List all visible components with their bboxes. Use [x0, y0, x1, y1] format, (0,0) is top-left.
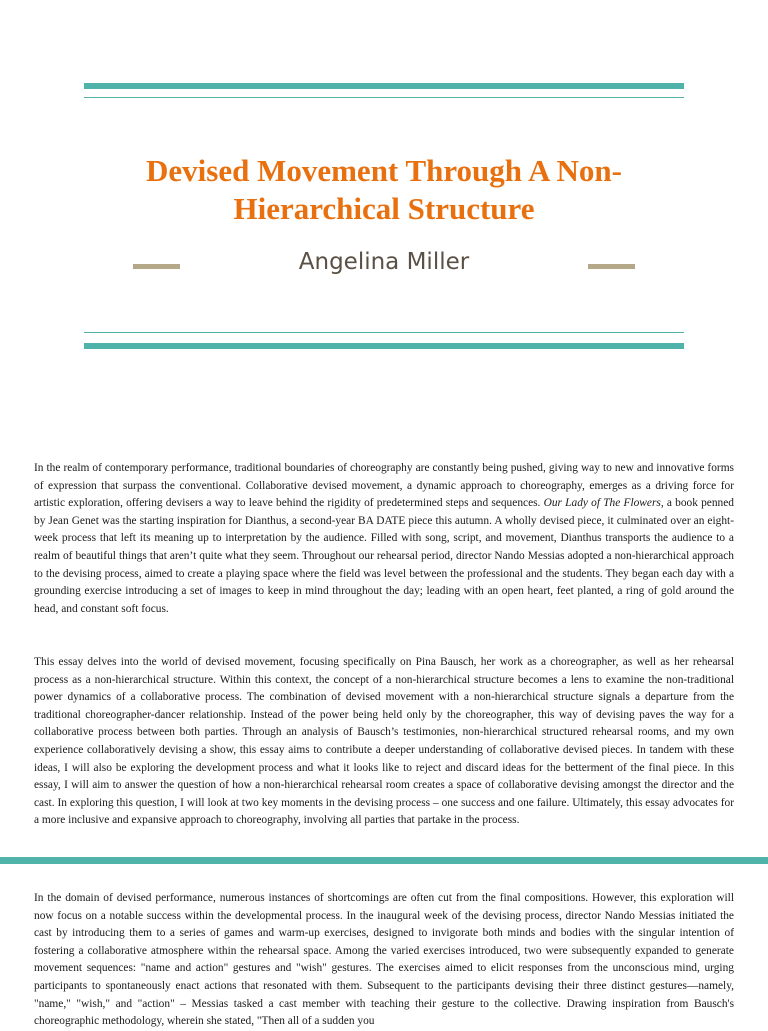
- book-title: Our Lady of The Flowers,: [543, 497, 664, 510]
- top-rule-thin: [84, 97, 684, 98]
- author-name: Angelina Miller: [298, 249, 470, 275]
- document-title: Devised Movement Through A Non-Hierarchical Structure: [146, 153, 622, 226]
- right-decorative-dash: [588, 264, 635, 269]
- body-paragraph-3: In the domain of devised performance, numerous instances of shortcomings are often cut from the final compositions. However, this exploration will now focus on a notable success within the developmental process. In the inaugural week of the devising process, director Nando Messias initiated the cast by introducing them to a series of games and warm-up exercises, designed to invigorate both minds and bodies with the singular intention of fostering a collaborative atmosphere within the rehearsal space. Among the varied exercises introduced, two were subsequently expanded to generate movement sequences: "name and action" gestures and "wish" gestures. The exercises aimed to elicit responses from the unconscious mind, urging participants to spontaneously enact actions that resonated with them. Subsequent to the participants devising their three distinct gestures—namely, "name," "wish," and "action" – Messias tasked a cast member with teaching their gesture to the collective. Drawing inspiration from Bausch's choreographic methodology, wherein she stated, "Then all of a sudden you: [34, 892, 734, 1028]
- left-decorative-dash: [133, 264, 180, 269]
- bottom-rule-thin: [84, 332, 684, 333]
- p1-text-start: In the realm of contemporary performance, traditional boundaries of choreography are constantly being pushed, giving way to new and innovative forms of expression that surpass the conventional. Collaborative devised movement, a dynamic approach to choreography, emerges as a driving force for artistic exploration, offering devisers a way to leave behind the rigidity of predetermined steps and sequences.: [34, 462, 734, 510]
- page-break-bar: [0, 857, 768, 864]
- p1-text-end: a book penned by Jean Genet was the starting inspiration for Dianthus, a second-year BA DATE piece this autumn. A wholly devised piece, it culminated over an eight-week process that left its meaning up to interpretation by the audience. Filled with song, script, and movement, Dianthus transports the audience to a realm of beautiful things that aren’t quite what they seem. Throughout our rehearsal period, director Nando Messias adopted a non-hierarchical approach to the devising process, aimed to create a playing space where the field was level between the professional and the students. They began each day with a grounding exercise introducing a set of images to keep in mind throughout the day; leading with an open heart, feet planted, a ring of gold around the head, and constant soft focus.: [34, 497, 734, 615]
- top-rule-thick: [84, 83, 684, 89]
- body-paragraph-1: [34, 460, 734, 618]
- body-paragraph-2: This essay delves into the world of devised movement, focusing specifically on Pina Bausch, her work as a choreographer, as well as her rehearsal process as a non-hierarchical structure. Within this context, the concept of a non-hierarchical structure becomes a lens to examine the non-traditional power dynamics of a collaborative process. The combination of devised movement with a non-hierarchical structure signals a departure from the traditional choreographer-dancer relationship. Instead of the power being held only by the choreographer, this way of devising paves the way for a collaborative process between both parties. Through an analysis of Bausch’s testimonies, non-hierarchical structured rehearsal rooms, and my own experience collaboratively devising a show, this essay aims to contribute a deeper understanding of collaborative devised pieces. In tandem with these ideas, I will also be exploring the development process and what it looks like to reject and discard ideas for the betterment of the final piece. In this essay, I will aim to answer the question of how a non-hierarchical rehearsal room creates a space of collaborative devising amongst the director and the cast. In exploring this question, I will look at two key moments in the devising process – one success and one failure. Ultimately, this essay advocates for a more inclusive and expansive approach to choreography, involving all parties that partake in the process.: [34, 656, 734, 827]
- bottom-rule-thick: [84, 343, 684, 349]
